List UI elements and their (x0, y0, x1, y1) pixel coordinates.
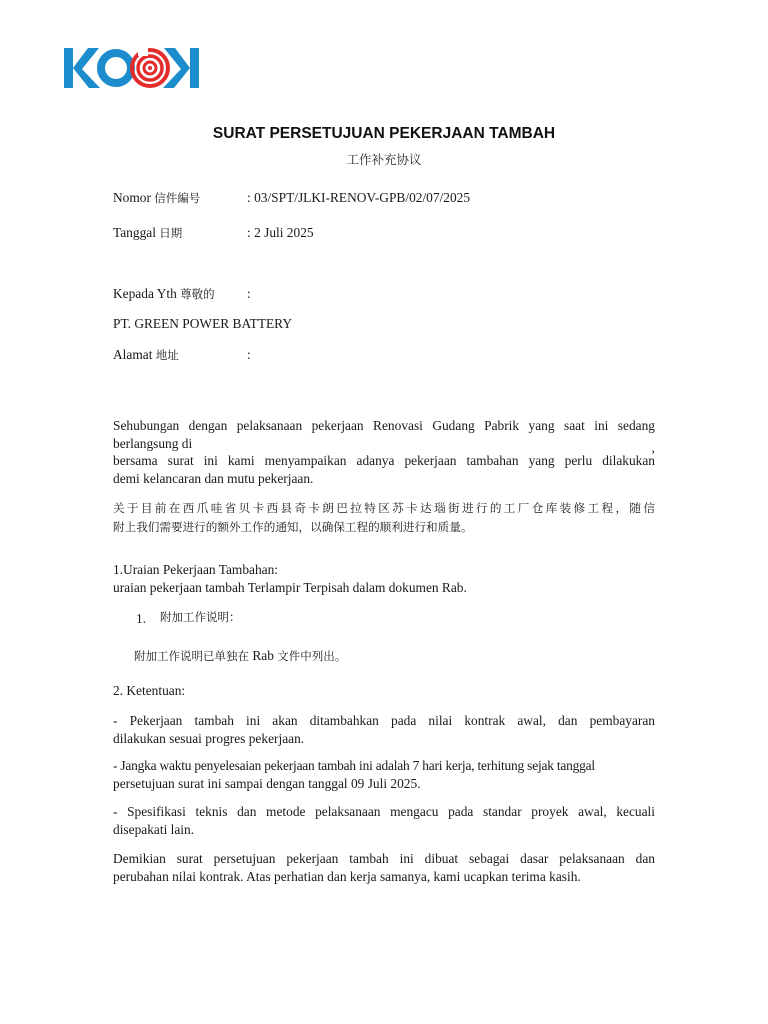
paragraph-line-cn: 附上我们需要进行的额外工作的通知，以确保工程的顺利进行和质量。 (113, 519, 473, 534)
section-text-cn-part: Rab (252, 648, 274, 663)
ketentuan-item-1 (113, 712, 655, 747)
section-text-cn-part: 附加工作说明已单独在 (134, 649, 249, 663)
field-kepada-label: Kepada Yth (113, 286, 177, 301)
document-title: SURAT PERSETUJUAN PEKERJAAN TAMBAH (212, 125, 556, 142)
field-nomor-label-cn: 信件編号 (154, 191, 201, 205)
section-heading: 2. Ketentuan: (113, 683, 186, 698)
field-alamat-label: Alamat (113, 347, 153, 362)
paragraph-intro (113, 417, 655, 488)
paragraph-line: - Pekerjaan tambah ini akan ditambahkan pada nilai kontrak awal, dan pembayaran (113, 713, 655, 728)
paragraph-intro-cn (113, 499, 655, 536)
ketentuan-item-2 (113, 757, 655, 792)
section-text: uraian pekerjaan tambah Terlampir Terpisah dalam dokumen Rab. (113, 579, 467, 595)
section-ketentuan-heading (113, 682, 655, 700)
section-heading: 1.Uraian Pekerjaan Tambahan: (113, 562, 279, 577)
paragraph-line: demi kelancaran dan mutu pekerjaan. (113, 471, 314, 487)
paragraph-line: persetujuan surat ini sampai dengan tanggal 09 Juli 2025. (113, 775, 421, 791)
ketentuan-item-3 (113, 803, 655, 838)
paragraph-line: - Jangka waktu penyelesaian pekerjaan tambah ini adalah 7 hari kerja, terhitung sejak tanggal (113, 758, 595, 773)
paragraph-line: perubahan nilai kontrak. Atas perhatian dan kerja samanya, kami ucapkan terima kasih. (113, 868, 581, 884)
section-uraian (113, 561, 655, 596)
field-nomor-value: : 03/SPT/JLKI-RENOV-GPB/02/07/2025 (247, 190, 471, 205)
company-logo (62, 42, 204, 94)
logo-letter-k-left (64, 48, 100, 88)
list-number: 1. (136, 611, 147, 626)
logo-swirl-icon (132, 46, 168, 86)
paragraph-line-cn: 关于目前在西爪哇省贝卡西县奇卡朗巴拉特区苏卡达瑙街进行的工厂仓库装修工程，随信 (113, 501, 655, 515)
paragraph-line: bersama surat ini kami menyampaikan adanya pekerjaan tambahan yang perlu dilakukan (113, 453, 655, 469)
paragraph-line: berlangsung di (113, 435, 193, 451)
document-subtitle-cn: 工作补充协议 (346, 152, 422, 167)
section-uraian-cn-text (134, 647, 346, 665)
field-alamat-label-cn: 地址 (155, 348, 179, 362)
field-tanggal-value: : 2 Juli 2025 (247, 225, 314, 240)
field-kepada-value: : (247, 286, 251, 301)
paragraph-comma: , (651, 439, 655, 455)
recipient-name: PT. GREEN POWER BATTERY (113, 316, 293, 331)
paragraph-line: Demikian surat persetujuan pekerjaan tambah ini dibuat sebagai dasar pelaksanaan dan (113, 851, 655, 866)
paragraph-line: - Spesifikasi teknis dan metode pelaksanaan mengacu pada standar proyek awal, kecuali (113, 804, 655, 819)
field-alamat-value: : (247, 347, 251, 362)
field-kepada-label-cn: 尊敬的 (180, 287, 215, 301)
logo-letter-o-blue (101, 53, 131, 83)
section-uraian-cn-heading (136, 610, 241, 628)
section-text-cn-part: 文件中列出。 (277, 649, 347, 663)
field-tanggal-label: Tanggal (113, 225, 156, 240)
paragraph-line: dilakukan sesuai progres pekerjaan. (113, 730, 305, 746)
field-nomor-label: Nomor (113, 190, 151, 205)
paragraph-line: Sehubungan dengan pelaksanaan pekerjaan Renovasi Gudang Pabrik yang saat ini sedang (113, 418, 655, 433)
section-heading-cn: 附加工作说明： (160, 610, 241, 624)
paragraph-line: disepakati lain. (113, 821, 195, 837)
paragraph-closing (113, 850, 655, 885)
field-tanggal-label-cn: 日期 (159, 226, 183, 240)
